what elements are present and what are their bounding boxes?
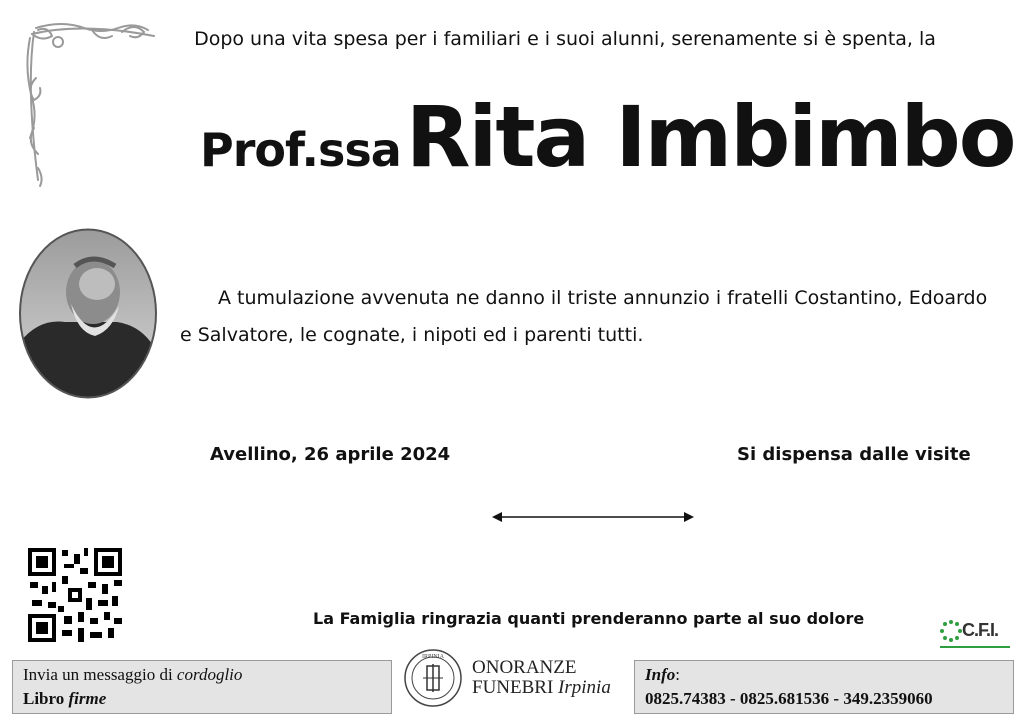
condolence-word: cordoglio: [176, 665, 243, 684]
book-word: firme: [68, 689, 107, 708]
place-date: Avellino, 26 aprile 2024: [210, 444, 451, 465]
brand-irpinia: Irpinia: [558, 677, 611, 698]
portrait-photo: [17, 226, 159, 401]
cfi-dots-icon: [940, 620, 962, 642]
phone-numbers[interactable]: 0825.74383 - 0825.681536 - 349.2359060: [645, 689, 933, 708]
condolence-panel[interactable]: [12, 660, 392, 714]
condolence-prefix: Invia un messaggio di: [23, 665, 177, 684]
info-label-text: Info: [645, 665, 676, 684]
announcement-text: A tumulazione avvenuta ne danno il triste annunzio i fratelli Costantino, Edoardo e Salvatore, le cognate, i nipoti ed i parenti tutti.: [180, 287, 988, 346]
cfi-underline: [940, 646, 1010, 648]
brand-name: [472, 658, 611, 698]
emblem-text: IRPINIA: [422, 654, 444, 660]
intro-text: Dopo una vita spesa per i familiari e i suoi alunni, serenamente si è spenta, la: [194, 28, 936, 50]
no-visits-note: Si dispensa dalle visite: [737, 444, 971, 465]
qr-code-icon[interactable]: [28, 548, 122, 642]
info-panel: [634, 660, 1014, 714]
cfi-logo-text: C.F.I.: [962, 620, 999, 640]
cfi-logo-icon: [940, 618, 1012, 654]
double-arrow-icon: [492, 510, 694, 524]
title-prefix: Prof.ssa: [200, 123, 401, 177]
funeral-emblem-icon: [403, 648, 463, 708]
condolence-link[interactable]: [23, 665, 242, 685]
brand-line-1: ONORANZE: [472, 657, 577, 678]
info-label: [645, 665, 680, 685]
brand-line-2: [472, 678, 611, 698]
info-colon: :: [675, 665, 680, 684]
book-prefix: Libro: [23, 689, 69, 708]
title-name: Rita Imbimbo: [405, 88, 1015, 186]
deceased-name-heading: [200, 88, 1015, 186]
guestbook-link[interactable]: [23, 689, 106, 709]
thanks-text: La Famiglia ringrazia quanti prenderanno parte al suo dolore: [313, 609, 865, 628]
brand-funebri: FUNEBRI: [472, 677, 559, 698]
